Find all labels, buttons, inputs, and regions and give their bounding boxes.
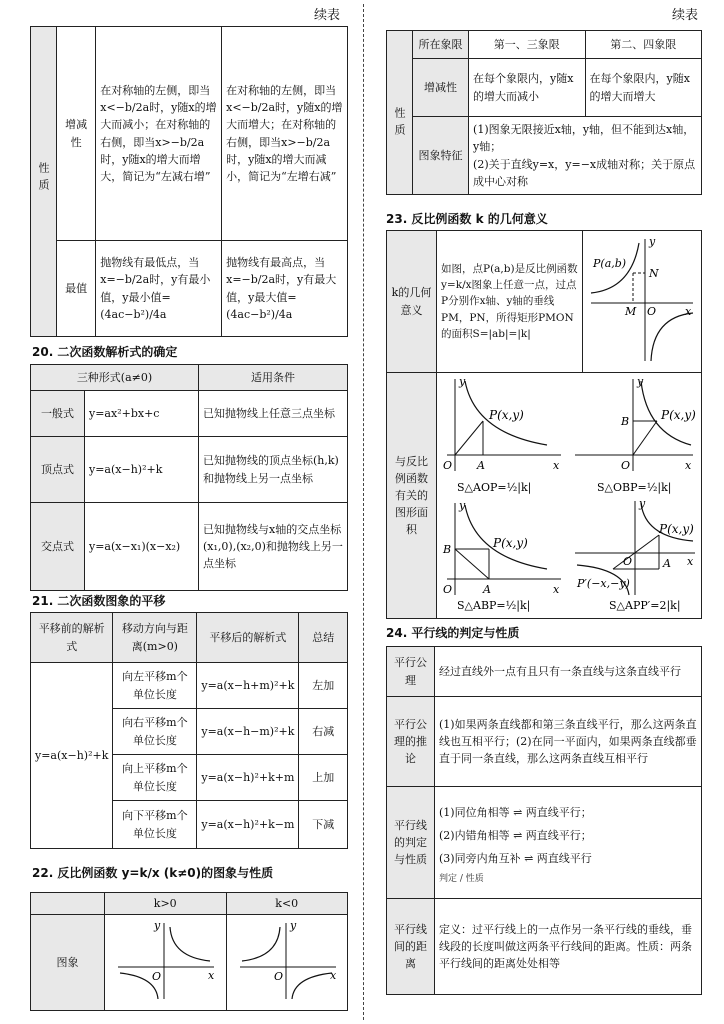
svg-text:O: O [621,459,631,473]
continued-label-right: 续表 [672,8,699,23]
column-divider [363,4,364,1020]
monotonicity-24: 在每个象限内，y随x的增大而增大 [585,59,701,117]
label-p: P(a,b) [593,257,627,270]
s21-after-left: y=a(x−h+m)²+k [197,663,299,709]
s21-header-summary: 总结 [299,613,348,663]
s21-sum-up: 上加 [299,755,348,801]
formula-abp: S△ABP=½|k| [457,599,531,613]
svg-text:O: O [443,459,453,473]
formula-app: S△APP′=2|k| [609,599,681,613]
s20-cond-vertex: 已知抛物线的顶点坐标(h,k)和抛物线上另一点坐标 [199,437,348,503]
svg-text:P(x,y): P(x,y) [659,522,694,537]
s21-sum-left: 左加 [299,663,348,709]
section-23-title: 23. 反比例函数 k 的几何意义 [386,212,548,226]
feature-1: (1)图象无限接近x轴，y轴，但不能到达x轴，y轴； [473,123,695,154]
s20-name-general: 一般式 [31,391,85,437]
svg-text:A: A [483,583,491,597]
criteria-2: (2)内错角相等 ⇌ 两直线平行； [439,829,592,842]
arrow-label-top: 判定 [439,874,458,885]
svg-text:x: x [685,459,692,473]
figure-aop [443,375,561,495]
hyperbola-kpos-graph [110,917,220,1003]
group-label-right: 性质 [387,59,413,195]
y-label: y [289,919,296,933]
s24-text-axiom: 经过直线外一点有且只有一条直线与这条直线平行 [435,647,702,697]
s21-after-up: y=a(x−h)²+k+m [197,755,299,801]
x-label: x [208,969,215,983]
group-label: 性质 [31,27,57,337]
label-n: N [649,267,659,280]
section-22-title: 22. 反比例函数 y=k/x (k≠0)的图象与性质 [32,866,274,880]
s21-after-right: y=a(x−h−m)²+k [197,709,299,755]
s21-dir-up: 向上平移m个单位长度 [113,755,197,801]
label-y: y [649,235,656,248]
k-geometry-graph [587,233,697,365]
row-label-monotonicity-right: 增减性 [413,59,469,117]
quadrant-header: 所在象限 [413,31,469,59]
s24-label-distance: 平行线间的距离 [387,899,435,995]
s21-dir-left: 向左平移m个单位长度 [113,663,197,709]
area-figures [437,373,699,613]
s20-name-intercept: 交点式 [31,503,85,591]
formula-aop: S△AOP=½|k| [457,481,532,495]
arrow-label-bottom: 性质 [465,874,484,885]
s20-header-forms: 三种形式(a≠0) [31,365,199,391]
label-m: M [625,305,637,318]
s22-header-kneg: k<0 [226,893,348,915]
monotonicity-13: 在每个象限内，y随x的增大而减小 [469,59,585,117]
s21-header-before: 平移前的解析式 [31,613,113,663]
s21-header-after: 平移后的解析式 [197,613,299,663]
section-22-table [30,892,348,1011]
s21-after-down: y=a(x−h)²+k−m [197,801,299,849]
label-o: O [647,305,657,318]
s23-label-k: k的几何意义 [387,231,437,373]
s24-text-corollary: (1)如果两条直线都和第三条直线平行，那么这两条直线也互相平行；(2)在同一平面内，如果两条直线都垂直于同一条直线，那么这两条直线互相平行 [435,697,702,787]
hyperbola-kneg-graph [232,917,342,1003]
svg-text:x: x [553,583,560,597]
svg-text:y: y [639,497,646,511]
figure-abp [442,499,561,613]
s20-header-condition: 适用条件 [199,365,348,391]
s24-text-criteria: (1)同位角相等 ⇌ 两直线平行； (2)内错角相等 ⇌ 两直线平行； (3)同旁内角互补 ⇌ 两直线平行 判定 / 性质 [435,787,702,899]
svg-text:y: y [459,375,466,389]
section-20-title: 20. 二次函数解析式的确定 [32,345,178,359]
cell-a-pos-monotonicity: 在对称轴的左侧，即当x<−b/2a时，y随x的增大而减小；在对称轴的右侧，即当x>−b/2a时，y随x的增大而增大，简记为“左减右增” [96,27,222,241]
row-label-extreme: 最值 [57,241,96,337]
section-24-table [386,646,702,995]
label-x: x [685,305,692,318]
cell-a-neg-monotonicity: 在对称轴的左侧，即当x<−b/2a时，y随x的增大而增大；在对称轴的右侧，即当x>−b/2a时，y随x的增大而减小，简记为“左增右减” [222,27,348,241]
curve-q4 [292,973,332,999]
svg-text:y: y [637,375,644,389]
cell-a-pos-extreme: 抛物线有最低点，当x=−b/2a时，y有最小值，y最小值=(4ac−b²)/4a [96,241,222,337]
svg-text:x: x [553,459,560,473]
s21-dir-down: 向下平移m个单位长度 [113,801,197,849]
s23-area-figures [437,373,702,619]
svg-text:O: O [443,583,453,597]
quadrant-24: 第二、四象限 [585,31,701,59]
svg-text:A: A [663,557,671,571]
s22-graph-kpos [105,915,227,1011]
s20-formula-vertex: y=a(x−h)²+k [85,437,199,503]
quadratic-property-table [30,26,348,337]
cell-a-neg-extreme: 抛物线有最高点，当x=−b/2a时，y有最大值，y最大值=(4ac−b²)/4a [222,241,348,337]
svg-text:y: y [459,499,466,513]
s21-origin: y=a(x−h)²+k [31,663,113,849]
s22-graph-label: 图象 [31,915,105,1011]
section-21-table [30,612,348,849]
s24-label-corollary: 平行公理的推论 [387,697,435,787]
s24-label-criteria: 平行线的判定与性质 [387,787,435,899]
s20-cond-intercept: 已知抛物线与x轴的交点坐标(x₁,0),(x₂,0)和抛物线上另一点坐标 [199,503,348,591]
svg-text:B: B [443,543,452,557]
s22-header-kpos: k>0 [105,893,227,915]
curve-q2 [242,927,280,961]
s23-graph-k [583,231,702,373]
svg-text:B: B [621,415,630,429]
s21-dir-right: 向右平移m个单位长度 [113,709,197,755]
figure-app [575,497,695,613]
svg-text:P(x,y): P(x,y) [661,408,696,423]
svg-text:P(x,y): P(x,y) [493,536,528,551]
svg-text:P′(−x,−y): P′(−x,−y) [577,577,630,591]
s21-header-move: 移动方向与距离(m>0) [113,613,197,663]
svg-text:P(x,y): P(x,y) [489,408,524,423]
origin-label: O [273,970,283,984]
svg-text:A: A [477,459,485,473]
quadrant-13: 第一、三象限 [469,31,585,59]
s20-cond-general: 已知抛物线上任意三点坐标 [199,391,348,437]
row-label-monotonicity: 增减性 [57,27,96,241]
formula-obp: S△OBP=½|k| [597,481,672,495]
origin-label: O [152,970,162,984]
s22-graph-kneg [226,915,348,1011]
figure-obp [575,375,696,495]
inverse-property-table [386,30,702,195]
s24-text-distance: 定义：过平行线上的一点作另一条平行线的垂线，垂线段的长度叫做这两条平行线间的距离。性质：两条平行线间的距离处处相等 [435,899,702,995]
graph-features [469,117,702,195]
section-20-table [30,364,348,591]
y-label: y [154,919,161,933]
feature-2: (2)关于直线y=x，y=−x成轴对称；关于原点成中心对称 [473,157,696,188]
s20-formula-intercept: y=a(x−x₁)(x−x₂) [85,503,199,591]
section-21-title: 21. 二次函数图象的平移 [32,594,166,608]
x-label: x [329,969,336,983]
s24-label-axiom: 平行公理 [387,647,435,697]
row-label-features: 图象特征 [413,117,469,195]
curve-q4 [651,313,693,361]
section-23-table [386,230,702,619]
s23-label-area: 与反比例函数有关的图形面积 [387,373,437,619]
curve-q1 [170,927,210,961]
section-24-title: 24. 平行线的判定与性质 [386,626,520,640]
criteria-1: (1)同位角相等 ⇌ 两直线平行； [439,805,592,819]
criteria-3: (3)同旁内角互补 ⇌ 两直线平行 [439,852,592,866]
s20-formula-general: y=ax²+bx+c [85,391,199,437]
s21-sum-right: 右减 [299,709,348,755]
s21-sum-down: 下减 [299,801,348,849]
s20-name-vertex: 顶点式 [31,437,85,503]
svg-text:O: O [623,555,633,569]
svg-text:x: x [687,555,694,569]
continued-label-left: 续表 [314,8,341,23]
s23-text-k: 如图，点P(a,b)是反比例函数y=k/x图象上任意一点，过点P分别作x轴、y轴的垂线PM，PN，所得矩形PMON的面积S=|ab|=|k| [437,231,583,373]
